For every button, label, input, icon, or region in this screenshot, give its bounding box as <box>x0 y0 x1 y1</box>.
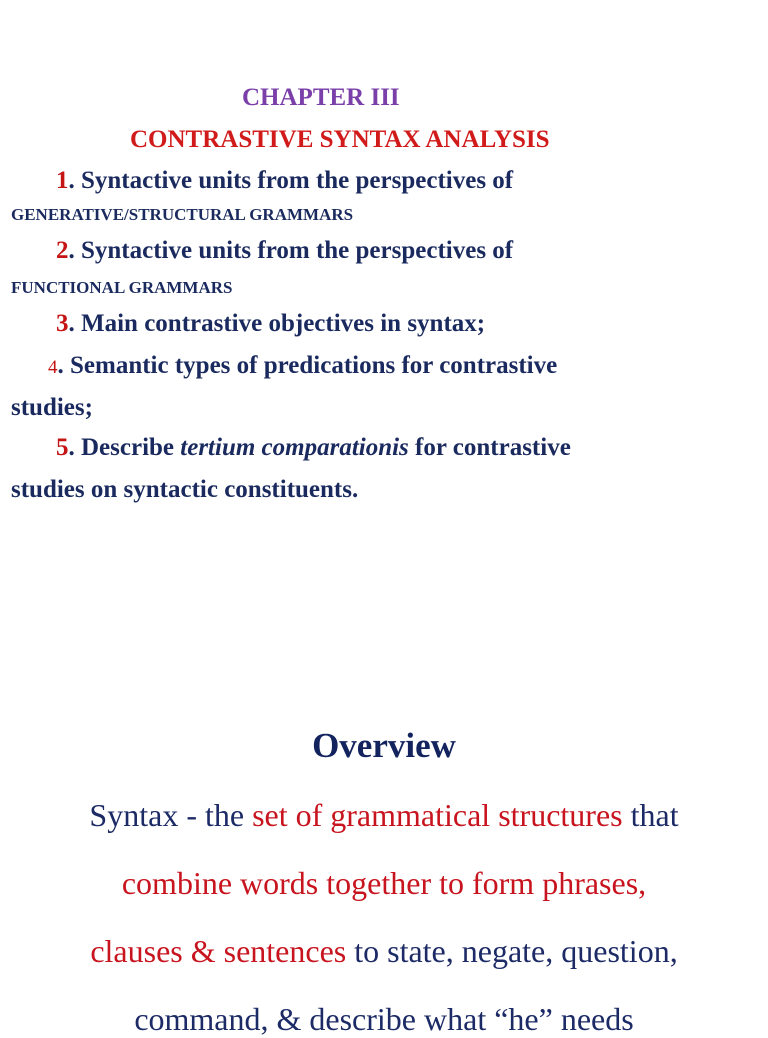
item-number: 1 <box>56 167 69 194</box>
item-text: Syntactive units from the perspectives of <box>81 167 514 194</box>
item-number: 3 <box>56 310 69 337</box>
list-item-2: 2. Syntactive units from the perspectives of <box>56 237 514 264</box>
list-item-5-continuation: studies on syntactic constituents. <box>11 476 359 503</box>
overview-line-1: Syntax - the set of grammatical structures that <box>89 797 679 833</box>
list-item-2-subtitle: FUNCTIONAL GRAMMARS <box>11 278 233 297</box>
list-item-4-continuation: studies; <box>11 394 93 421</box>
item-text: Semantic types of predications for contrastive <box>70 352 558 379</box>
latin-term: tertium comparationis <box>180 434 409 461</box>
list-item-1-subtitle: GENERATIVE/STRUCTURAL GRAMMARS <box>11 205 354 224</box>
overview-line-2: combine words together to form phrases, <box>121 865 647 901</box>
chapter-heading: CHAPTER III <box>242 84 400 111</box>
list-item-1: 1. Syntactive units from the perspectives of <box>56 167 514 194</box>
list-item-3: 3. Main contrastive objectives in syntax; <box>56 310 486 337</box>
overview-heading: Overview <box>312 726 456 765</box>
list-item-4: 4. Semantic types of predications for contrastive <box>48 352 558 379</box>
chapter-title: CONTRASTIVE SYNTAX ANALYSIS <box>130 126 550 153</box>
item-number: 4 <box>48 357 58 378</box>
item-number: 5 <box>56 434 69 461</box>
list-item-5: 5. Describe tertium comparationis for contrastive <box>56 434 571 461</box>
item-number: 2 <box>56 237 69 264</box>
item-text: Syntactive units from the perspectives of <box>81 237 514 264</box>
overview-line-4: command, & describe what “he” needs <box>134 1001 634 1037</box>
overview-line-3: clauses & sentences to state, negate, question, <box>90 933 678 969</box>
item-text: Main contrastive objectives in syntax; <box>81 310 486 337</box>
